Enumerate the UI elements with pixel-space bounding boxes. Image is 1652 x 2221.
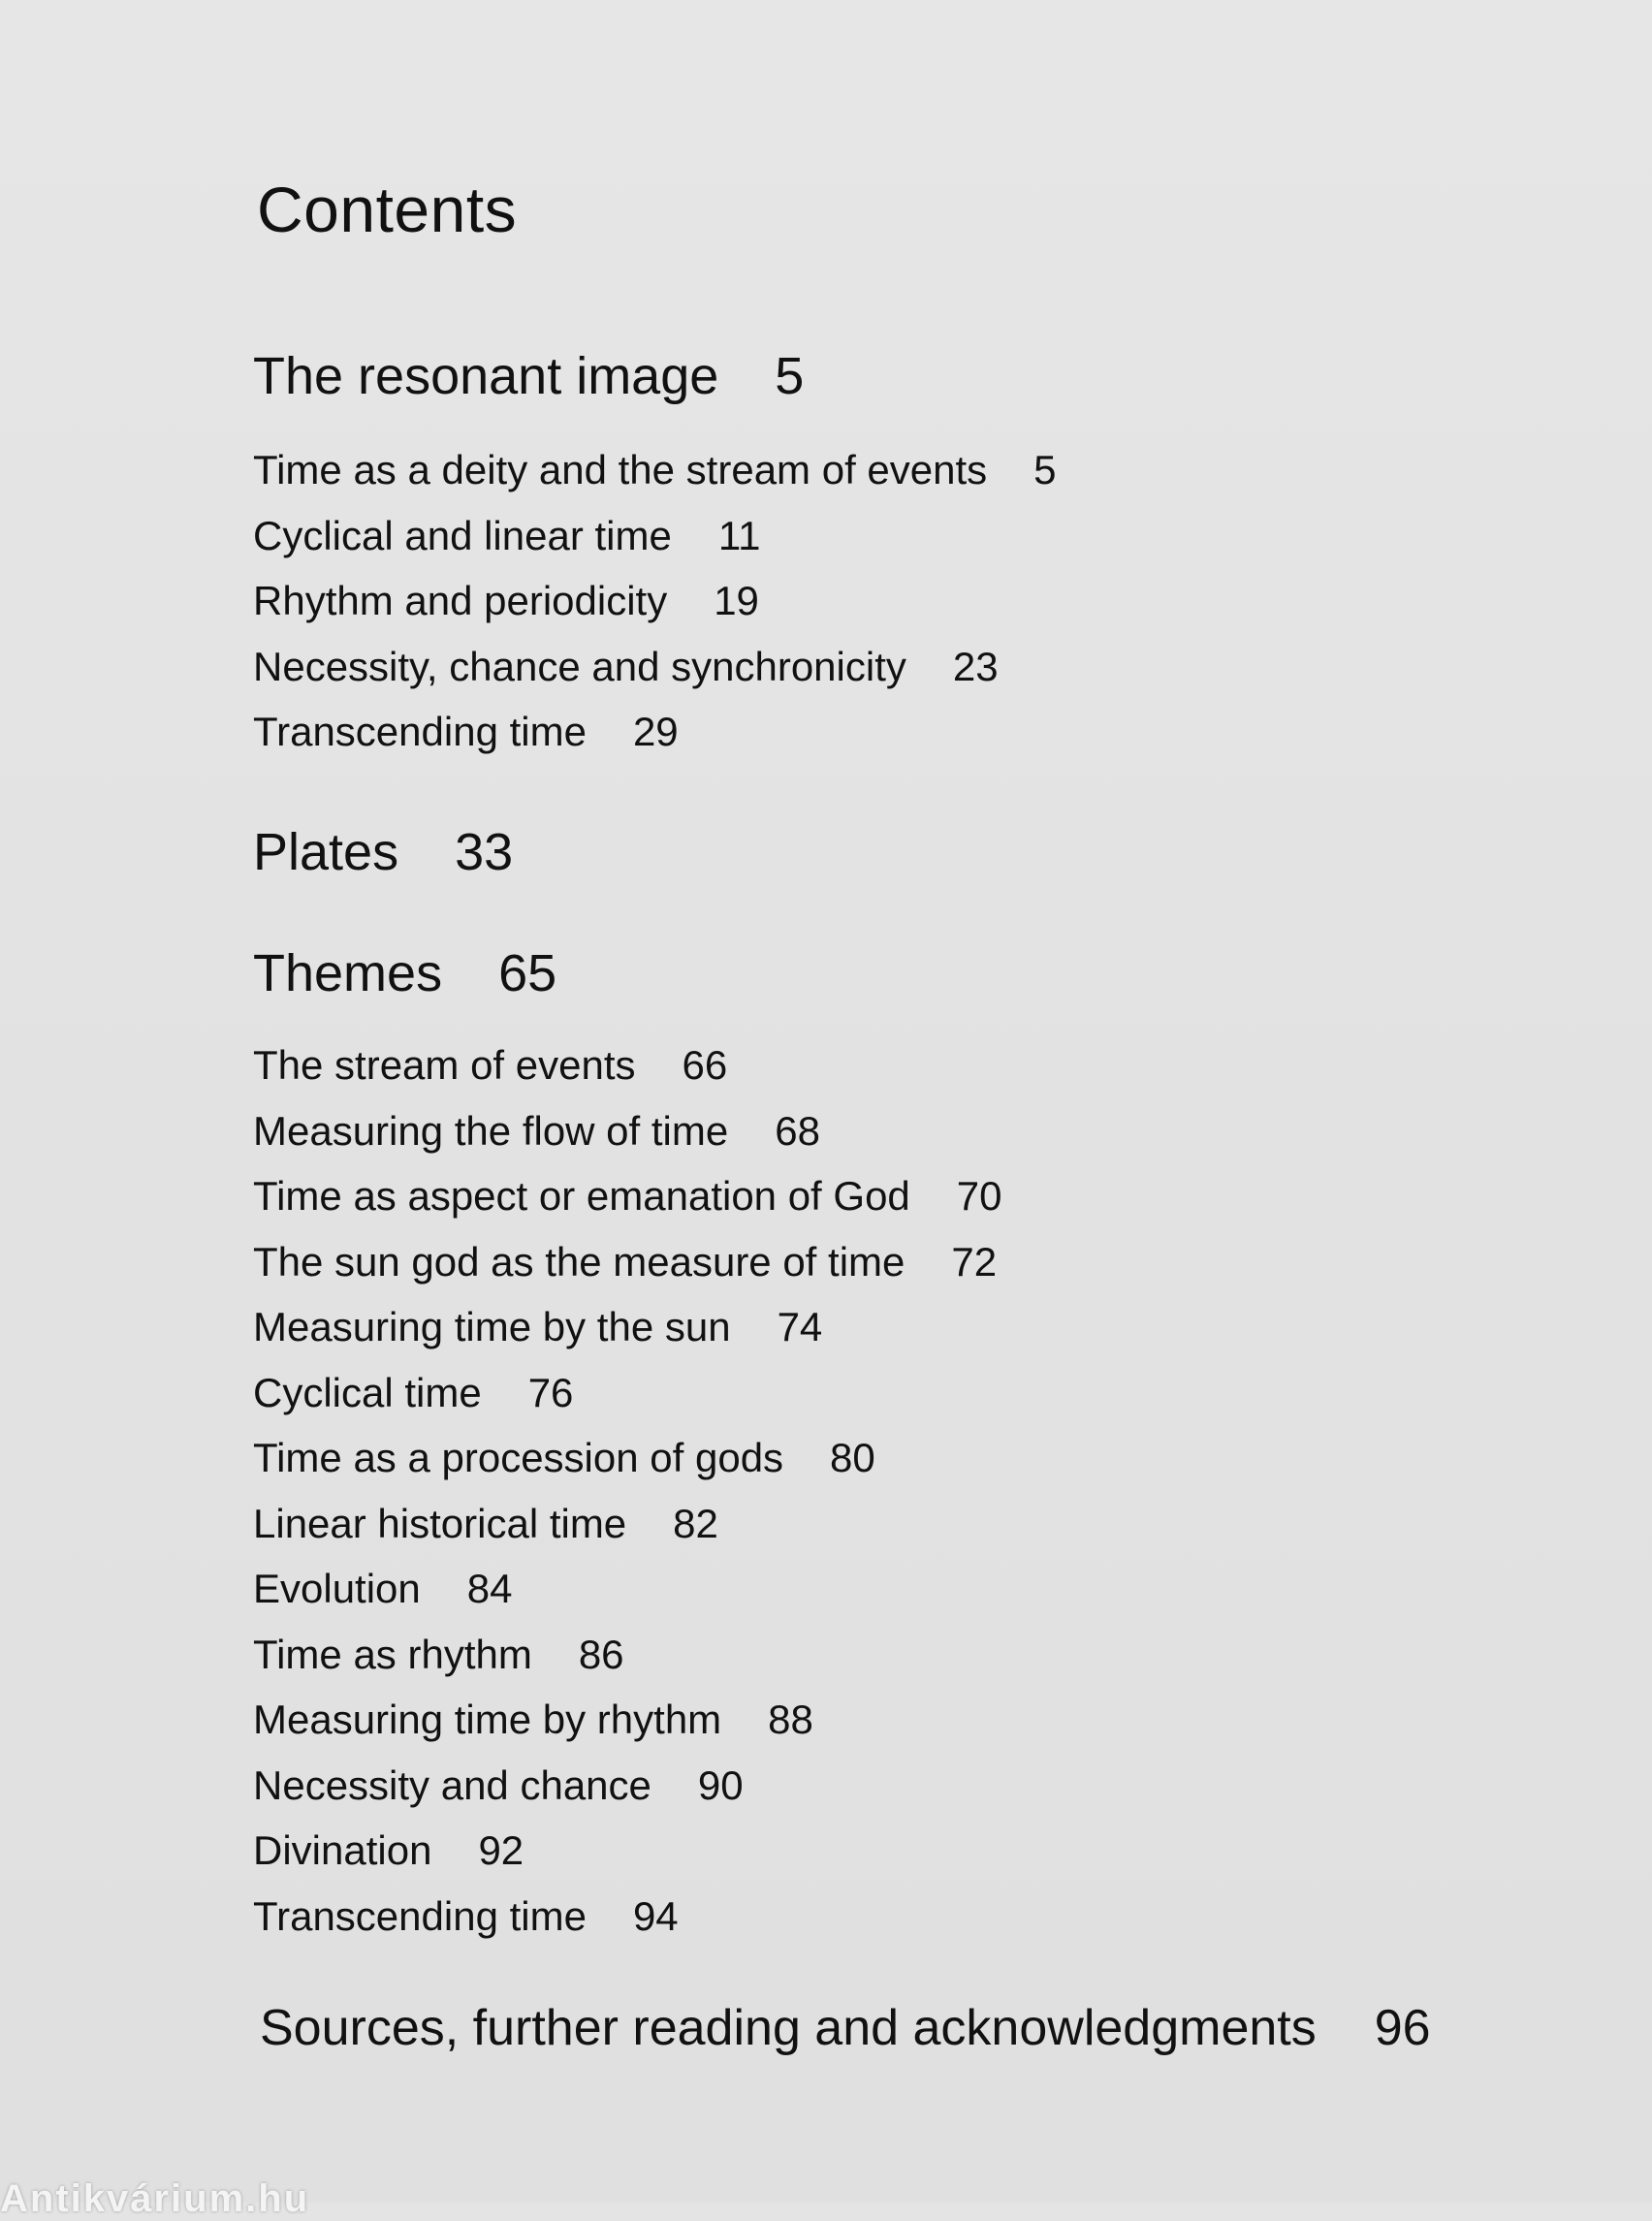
entry-label: Measuring time by rhythm xyxy=(253,1697,722,1742)
entry-label: Transcending time xyxy=(253,1892,587,1939)
entry-label: Cyclical and linear time xyxy=(253,512,672,558)
entry-label: Necessity and chance xyxy=(253,1761,651,1808)
entry-label: Divination xyxy=(253,1827,432,1873)
section-page-number: 33 xyxy=(455,823,514,881)
section-themes xyxy=(253,943,1002,1949)
entry-label: Necessity, chance and synchronicity xyxy=(253,643,906,689)
entry-page-number: 70 xyxy=(956,1173,1002,1219)
entry-label: Linear historical time xyxy=(253,1500,627,1546)
entry-page-number: 76 xyxy=(527,1369,574,1415)
toc-entry xyxy=(253,1163,1002,1229)
section-resonant-image xyxy=(253,346,1057,765)
toc-entry xyxy=(253,1229,1002,1295)
entry-label: Measuring time by the sun xyxy=(253,1304,731,1349)
toc-entry xyxy=(253,1687,1002,1753)
entry-page-number: 5 xyxy=(1033,447,1057,492)
toc-entry xyxy=(253,1818,1002,1884)
toc-entry xyxy=(253,1360,1002,1426)
entry-page-number: 92 xyxy=(478,1827,524,1873)
entry-label: Evolution xyxy=(253,1566,421,1611)
entry-page-number: 11 xyxy=(717,512,761,558)
entry-page-number: 68 xyxy=(775,1107,820,1154)
entry-label: The stream of events xyxy=(253,1042,636,1088)
entry-label: The sun god as the measure of time xyxy=(253,1238,905,1285)
section-plates xyxy=(253,822,513,882)
watermark: Antikvárium.hu xyxy=(0,2177,310,2220)
toc-entry xyxy=(253,568,1057,634)
entry-page-number: 19 xyxy=(714,578,759,623)
entry-label: Transcending time xyxy=(253,709,587,754)
section-heading xyxy=(260,1999,1431,2057)
section-heading xyxy=(253,943,1002,1003)
entry-label: Cyclical time xyxy=(253,1369,482,1415)
toc-entry xyxy=(253,1884,1002,1950)
entry-page-number: 66 xyxy=(682,1042,728,1088)
entry-page-number: 23 xyxy=(952,643,999,689)
toc-entry xyxy=(253,1098,1002,1164)
toc-entry xyxy=(253,1622,1002,1688)
toc-entry xyxy=(253,1753,1002,1819)
entry-label: Rhythm and periodicity xyxy=(253,578,668,623)
entry-page-number: 29 xyxy=(632,709,679,754)
section-title: Sources, further reading and acknowledgments xyxy=(260,2000,1317,2056)
section-heading xyxy=(253,346,1057,406)
entry-page-number: 94 xyxy=(632,1892,679,1939)
section-heading xyxy=(253,822,513,882)
toc-entry xyxy=(253,1425,1002,1491)
toc-entry xyxy=(253,634,1057,700)
toc-entry xyxy=(253,1294,1002,1360)
entry-label: Measuring the flow of time xyxy=(253,1107,729,1154)
section-title: The resonant image xyxy=(253,347,719,405)
section-page-number: 5 xyxy=(775,347,805,405)
entry-label: Time as aspect or emanation of God xyxy=(253,1173,910,1219)
entry-label: Time as a deity and the stream of events xyxy=(253,447,988,492)
entry-page-number: 86 xyxy=(578,1631,624,1677)
entry-label: Time as rhythm xyxy=(253,1631,532,1677)
entry-page-number: 82 xyxy=(673,1500,718,1546)
toc-entry xyxy=(253,1032,1002,1098)
entry-page-number: 84 xyxy=(466,1566,513,1611)
toc-entry xyxy=(253,699,1057,765)
entry-page-number: 72 xyxy=(951,1238,998,1285)
section-page-number: 65 xyxy=(498,944,557,1002)
entry-list xyxy=(253,1032,1002,1949)
entry-label: Time as a procession of gods xyxy=(253,1435,784,1480)
entry-list xyxy=(253,437,1057,765)
section-title: Plates xyxy=(253,823,399,881)
entry-page-number: 74 xyxy=(777,1304,823,1349)
toc-entry xyxy=(253,1491,1002,1557)
section-page-number: 96 xyxy=(1374,2000,1431,2056)
entry-page-number: 80 xyxy=(830,1435,875,1480)
toc-entry xyxy=(253,503,1057,569)
page-title: Contents xyxy=(257,174,518,245)
entry-page-number: 88 xyxy=(768,1697,813,1742)
toc-entry xyxy=(253,1556,1002,1622)
toc-entry xyxy=(253,437,1057,503)
section-title: Themes xyxy=(253,944,443,1002)
entry-page-number: 90 xyxy=(697,1761,744,1808)
section-sources xyxy=(260,1999,1431,2057)
